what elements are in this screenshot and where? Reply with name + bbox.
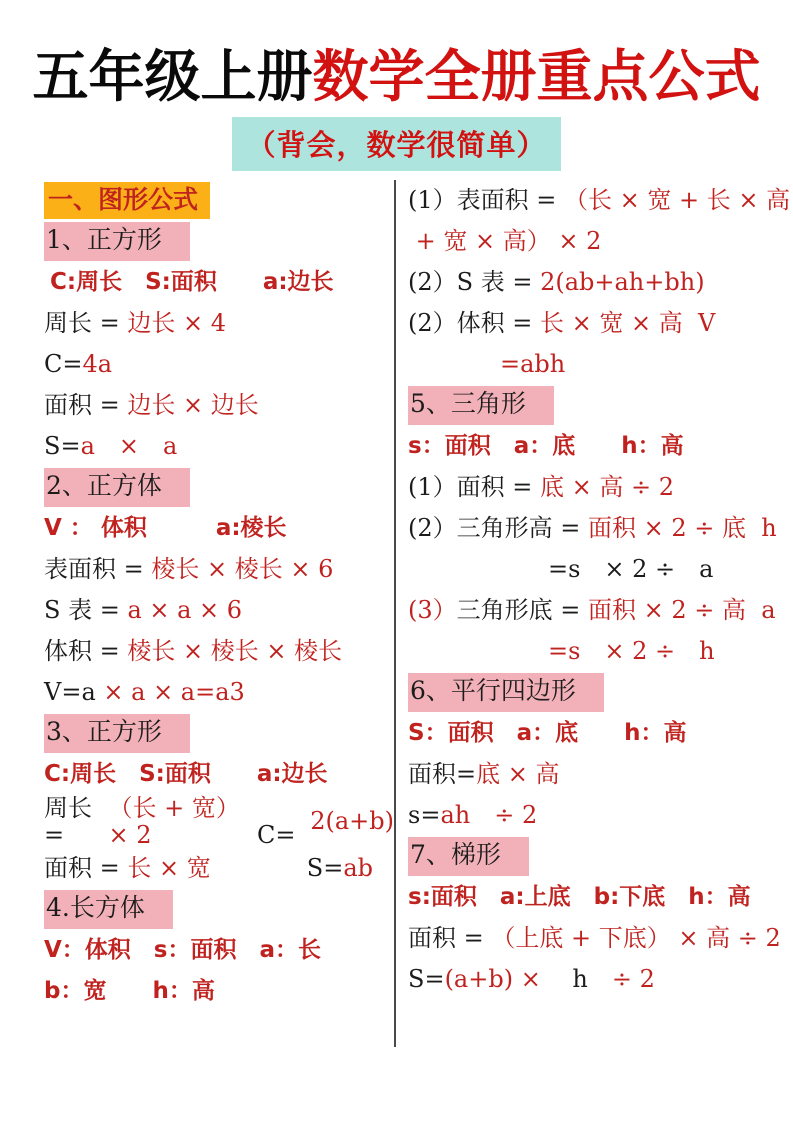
formula-segment: 面积 × 2 ÷ 底 h bbox=[588, 514, 777, 543]
formula-segment: （上底 + 下底） × 高 ÷ 2 bbox=[491, 924, 781, 953]
heading-highlight: 6、平行四边形 bbox=[408, 673, 604, 712]
formula-segment: (3） bbox=[408, 596, 457, 625]
variables-line bbox=[44, 262, 394, 303]
subsection-heading bbox=[44, 221, 394, 262]
formula-segment: V=a bbox=[44, 678, 104, 707]
heading-highlight: 3、正方形 bbox=[44, 714, 190, 753]
formula-segment: 面积= bbox=[408, 760, 477, 789]
heading-highlight: 5、三角形 bbox=[408, 386, 554, 425]
formula-segment: V：体积 s：面积 a：长 bbox=[44, 936, 322, 963]
variables-line bbox=[44, 930, 394, 971]
heading-highlight: 7、梯形 bbox=[408, 837, 529, 876]
formula-segment: 面积 × 2 ÷ 高 a bbox=[588, 596, 776, 625]
formula-line bbox=[408, 631, 793, 672]
subsection-heading bbox=[44, 713, 394, 754]
formula-segment: (2）体积 = bbox=[408, 309, 540, 338]
formula-segment: V ： 体积 a:棱长 bbox=[44, 515, 287, 542]
formula-line bbox=[408, 918, 793, 959]
formula-line bbox=[408, 344, 793, 385]
formula-segment: 三角形底 = bbox=[456, 596, 589, 625]
formula-segment: (2）三角形高 = bbox=[408, 514, 588, 543]
formula-line bbox=[44, 426, 394, 467]
formula-line bbox=[44, 344, 394, 385]
formula-segment: S= bbox=[44, 432, 81, 461]
heading-highlight: 2、正方体 bbox=[44, 468, 190, 507]
formula-segment: S：面积 a：底 h：高 bbox=[408, 720, 687, 747]
formula-segment: + 宽 × 高） × 2 bbox=[408, 227, 602, 256]
formula-line bbox=[408, 590, 793, 631]
formula-segment: C:周长 S:面积 a:边长 bbox=[44, 761, 328, 788]
formula-segment: C:周长 S:面积 a:边长 bbox=[50, 269, 334, 296]
formula-segment: 4a bbox=[82, 350, 113, 379]
formula-segment: 底 × 高 ÷ 2 bbox=[540, 473, 675, 502]
formula-segment: 2(ab+ah+bh) bbox=[540, 268, 705, 297]
formula-segment: 边长 × 4 bbox=[127, 309, 227, 338]
variables-line bbox=[44, 971, 394, 1012]
formula-segment: 长 × 宽 bbox=[127, 854, 211, 883]
formula-segment: C= bbox=[257, 794, 296, 849]
formula-line bbox=[44, 848, 394, 889]
section-heading bbox=[44, 180, 394, 221]
formula-segment: 底 × 高 bbox=[476, 760, 560, 789]
formula-segment: 面积 = bbox=[408, 924, 492, 953]
formula-segment: ÷ 2 bbox=[611, 965, 655, 994]
formula-segment: ah ÷ 2 bbox=[440, 801, 538, 830]
formula-segment: 2(a+b) bbox=[310, 807, 395, 836]
formula-segment: × a × a=a3 bbox=[103, 678, 245, 707]
formula-segment: 边长 × 边长 bbox=[127, 391, 259, 420]
formula-segment: b：宽 h：高 bbox=[44, 977, 215, 1004]
formula-segment: 面积 = bbox=[44, 854, 128, 883]
formula-line bbox=[408, 303, 793, 344]
variables-line bbox=[44, 508, 394, 549]
formula-segment: (a+b) × bbox=[444, 965, 549, 994]
formula-segment: s= bbox=[408, 801, 441, 830]
formula-line bbox=[44, 795, 394, 848]
formula-segment: a × a × 6 bbox=[127, 596, 243, 625]
formula-line bbox=[408, 795, 793, 836]
subtitle-wrap bbox=[0, 117, 793, 171]
subsection-heading bbox=[44, 889, 394, 930]
formula-segment: 周长 = bbox=[44, 794, 100, 849]
right-column bbox=[394, 180, 793, 1047]
page-subtitle: （背会，数学很简单） bbox=[232, 117, 560, 171]
formula-line bbox=[408, 221, 793, 262]
formula-segment: 长 × 宽 × 高 V bbox=[540, 309, 716, 338]
formula-line bbox=[44, 672, 394, 713]
formula-line bbox=[44, 385, 394, 426]
formula-segment: (2）S 表 = bbox=[408, 268, 541, 297]
variables-line bbox=[44, 754, 394, 795]
variables-line bbox=[408, 426, 793, 467]
formula-segment: s:面积 a:上底 b:下底 h：高 bbox=[408, 884, 751, 911]
formula-line bbox=[408, 508, 793, 549]
formula-line bbox=[408, 467, 793, 508]
heading-highlight: 4.长方体 bbox=[44, 890, 173, 929]
formula-segment: a × a bbox=[80, 432, 178, 461]
heading-highlight: 1、正方形 bbox=[44, 222, 190, 261]
formula-segment: 表面积 = bbox=[44, 555, 152, 584]
formula-segment: 面积 = bbox=[44, 391, 128, 420]
formula-segment: (1）表面积 = bbox=[408, 186, 564, 215]
page-header bbox=[0, 0, 793, 171]
title-black-part: 五年级上册 bbox=[32, 45, 313, 110]
formula-segment: 棱长 × 棱长 × 棱长 bbox=[127, 637, 343, 666]
formula-line bbox=[44, 549, 394, 590]
formula-segment: s：面积 a：底 h：高 bbox=[408, 433, 684, 460]
formula-segment: (1）面积 = bbox=[408, 473, 540, 502]
formula-segment: 周长 = bbox=[44, 309, 128, 338]
subsection-heading bbox=[408, 836, 793, 877]
subsection-heading bbox=[44, 467, 394, 508]
left-column bbox=[0, 180, 394, 1012]
formula-segment: （长 × 宽 + 长 × 高 bbox=[564, 186, 791, 215]
formula-line bbox=[408, 549, 793, 590]
page-title bbox=[0, 44, 793, 111]
formula-segment: =s × 2 ÷ a bbox=[548, 555, 714, 584]
two-column-body bbox=[0, 180, 793, 1047]
formula-segment: 体积 = bbox=[44, 637, 128, 666]
heading-highlight: 一、图形公式 bbox=[44, 182, 210, 220]
formula-segment: （长 + 宽）× 2 bbox=[108, 794, 240, 849]
title-red-part: 数学全册重点公式 bbox=[312, 45, 761, 110]
formula-segment: C= bbox=[44, 350, 83, 379]
formula-segment: S= bbox=[408, 965, 445, 994]
formula-line bbox=[44, 303, 394, 344]
formula-line bbox=[44, 590, 394, 631]
subsection-heading bbox=[408, 385, 793, 426]
formula-line bbox=[44, 631, 394, 672]
variables-line bbox=[408, 877, 793, 918]
formula-line bbox=[408, 959, 793, 1000]
variables-line bbox=[408, 713, 793, 754]
formula-line bbox=[408, 754, 793, 795]
formula-segment: ab bbox=[343, 854, 373, 883]
subsection-heading bbox=[408, 672, 793, 713]
formula-segment: =s × 2 ÷ h bbox=[548, 637, 715, 666]
formula-segment: =abh bbox=[500, 350, 566, 379]
formula-segment: S= bbox=[210, 854, 344, 883]
formula-line bbox=[408, 180, 793, 221]
formula-segment: 棱长 × 棱长 × 6 bbox=[151, 555, 334, 584]
formula-segment: h bbox=[548, 965, 612, 994]
formula-segment: S 表 = bbox=[44, 596, 128, 625]
formula-line bbox=[408, 262, 793, 303]
